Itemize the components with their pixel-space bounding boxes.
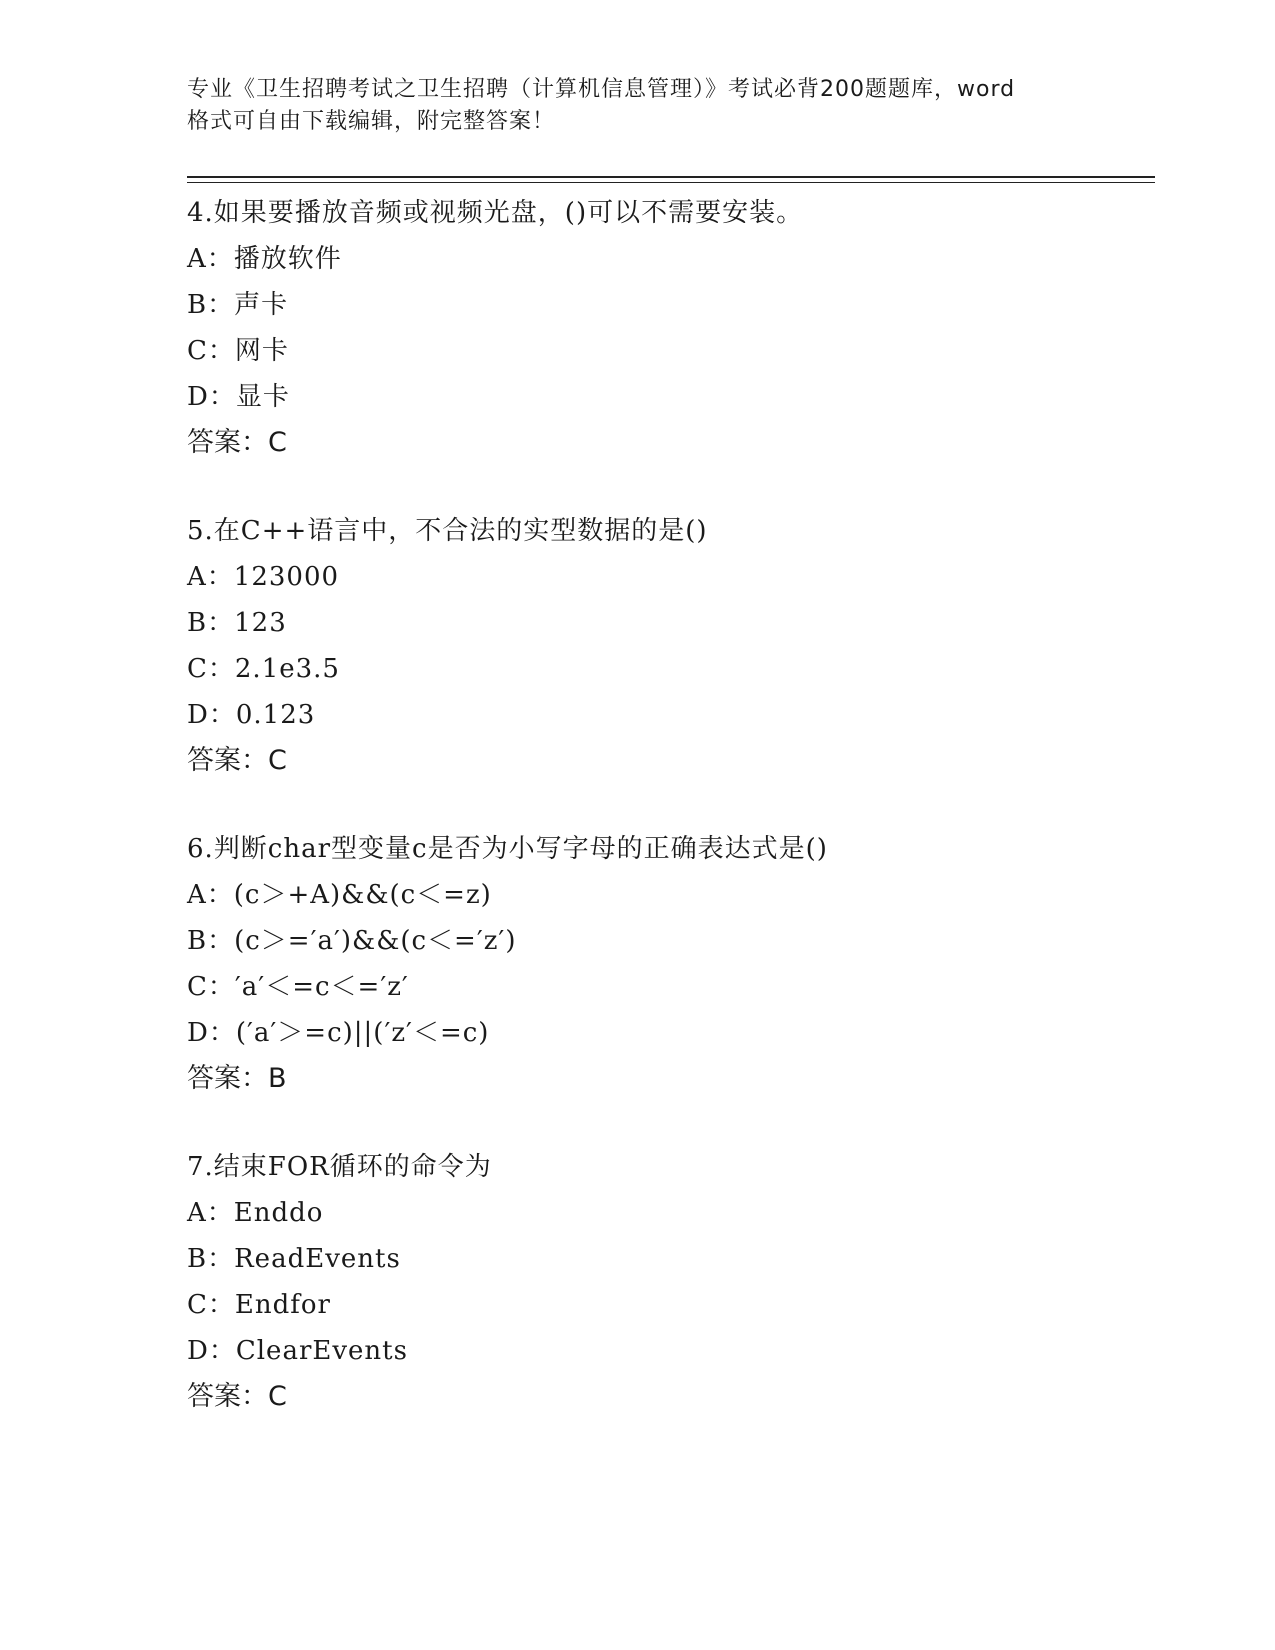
option-b: B：(c＞=′a′)&&(c＜=′z′) [187, 926, 517, 956]
question-text: 5.在C++语言中，不合法的实型数据的是() [187, 516, 708, 546]
option-b: B：ReadEvents [187, 1244, 401, 1274]
header-divider-thin [187, 182, 1155, 183]
option-b: B：声卡 [187, 290, 289, 320]
question-5 [187, 508, 1147, 784]
option-b: B：123 [187, 608, 287, 638]
option-a: A：123000 [187, 562, 340, 592]
answer-label: 答案：C [187, 427, 287, 458]
option-c: C：2.1e3.5 [187, 654, 340, 684]
option-d: D：0.123 [187, 700, 316, 730]
document-header [187, 74, 1087, 138]
option-d: D：(′a′＞=c)||(′z′＜=c) [187, 1018, 490, 1048]
option-c: C：Endfor [187, 1290, 331, 1320]
question-4 [187, 190, 1147, 466]
option-d: D：ClearEvents [187, 1336, 408, 1366]
header-line-2: 格式可自由下载编辑，附完整答案！ [187, 109, 556, 134]
question-list [187, 190, 1147, 1462]
option-d: D：显卡 [187, 382, 290, 412]
header-divider-thick [187, 176, 1155, 178]
question-text: 6.判断char型变量c是否为小写字母的正确表达式是() [187, 834, 828, 864]
option-c: C：网卡 [187, 336, 289, 366]
header-line-1: 专业《卫生招聘考试之卫生招聘（计算机信息管理）》考试必背200题题库，word [187, 77, 1016, 102]
answer-label: 答案：C [187, 1381, 287, 1412]
question-6 [187, 826, 1147, 1102]
question-7 [187, 1144, 1147, 1420]
answer-label: 答案：C [187, 745, 287, 776]
option-a: A：Enddo [187, 1198, 324, 1228]
option-a: A：播放软件 [187, 244, 342, 274]
option-c: C：′a′＜=c＜=′z′ [187, 972, 409, 1002]
answer-label: 答案：B [187, 1063, 287, 1094]
question-text: 4.如果要播放音频或视频光盘，()可以不需要安装。 [187, 198, 804, 228]
option-a: A：(c＞+A)&&(c＜=z) [187, 880, 492, 910]
question-text: 7.结束FOR循环的命令为 [187, 1152, 492, 1182]
